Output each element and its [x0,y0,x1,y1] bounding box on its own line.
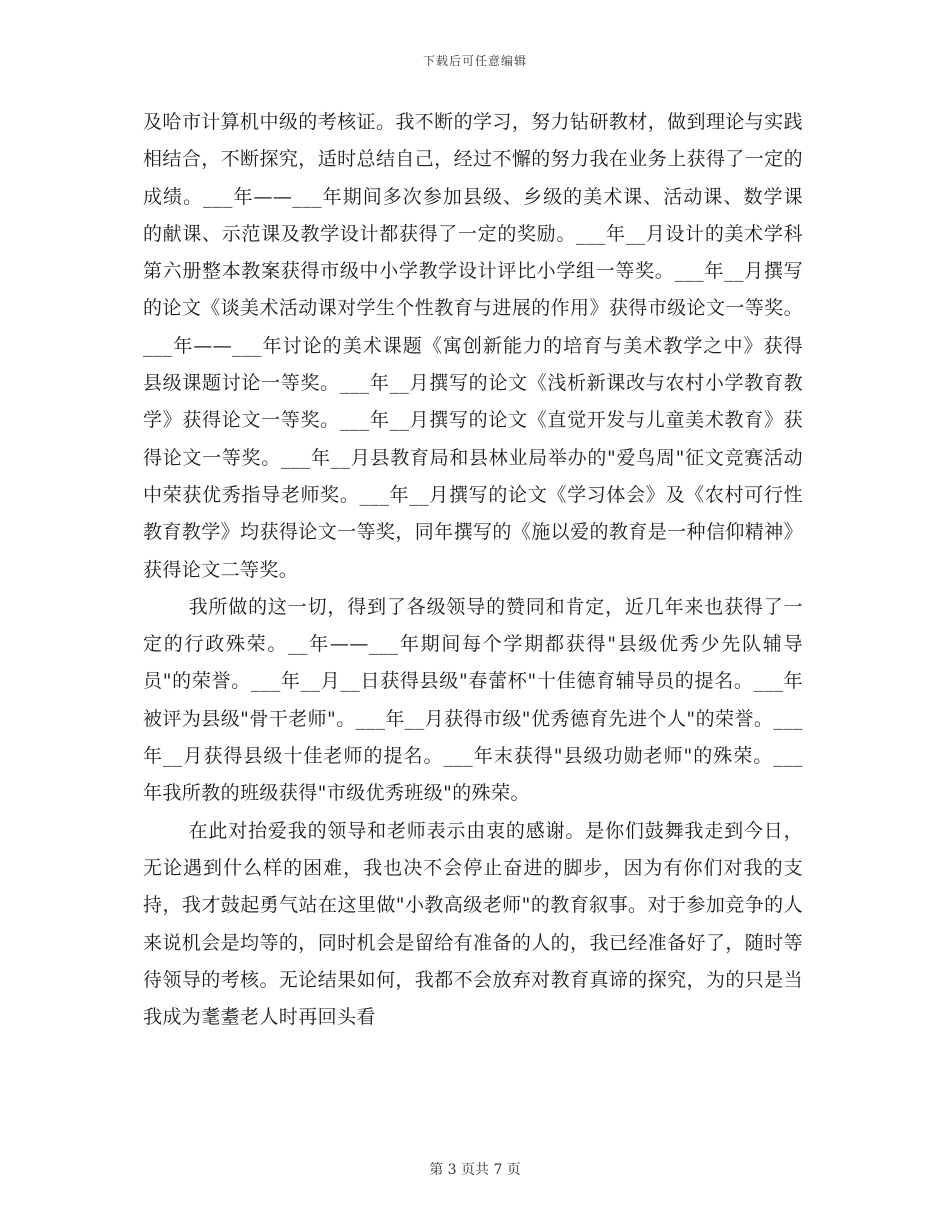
paragraph-2: 我所做的这一切，得到了各级领导的赞同和肯定，近几年来也获得了一定的行政殊荣。__年——___年期间每个学期都获得"县级优秀少先队辅导员"的荣誉。___年__月__日获得县级"春蕾杯"十佳德育辅导员的提名。___年被评为县级"骨干老师"。___年__月获得市级"优秀德育先进个人"的荣誉。___年__月获得县级十佳老师的提名。___年末获得"县级功勋老师"的殊荣。___年我所教的班级获得"市级优秀班级"的殊荣。 [143,595,803,805]
page-header: 下载后可任意编辑 [422,54,527,68]
paragraph-3: 在此对抬爱我的领导和老师表示由衷的感谢。是你们鼓舞我走到今日，无论遇到什么样的困难，我也决不会停止奋进的脚步，因为有你们对我的支持，我才鼓起勇气站在这里做"小教高级老师"的教育叙事。对于参加竞争的人来说机会是均等的，同时机会是留给有准备的人的，我已经准备好了，随时等待领导的考核。无论结果如何，我都不会放弃对教育真谛的探究，为的只是当我成为耄耋老人时再回头看 [143,819,803,1029]
page-footer: 第 3 页共 7 页 [429,1162,521,1178]
document-body [143,104,803,1036]
paragraph-1: 及哈市计算机中级的考核证。我不断的学习，努力钻研教材，做到理论与实践相结合，不断探究，适时总结自己，经过不懈的努力我在业务上获得了一定的成绩。___年——___年期间多次参加县级、乡级的美术课、活动课、数学课的献课、示范课及教学设计都获得了一定的奖励。___年__月设计的美术学科第六册整本教案获得市级中小学教学设计评比小学组一等奖。___年__月撰写的论文《谈美术活动课对学生个性教育与进展的作用》获得市级论文一等奖。___年——___年讨论的美术课题《寓创新能力的培育与美术教学之中》获得县级课题讨论一等奖。___年__月撰写的论文《浅析新课改与农村小学教育教学》获得论文一等奖。___年__月撰写的论文《直觉开发与儿童美术教育》获得论文一等奖。___年__月县教育局和县林业局举办的"爱鸟周"征文竞赛活动中荣获优秀指导老师奖。___年__月撰写的论文《学习体会》及《农村可行性教育教学》均获得论文一等奖，同年撰写的《施以爱的教育是一种信仰精神》获得论文二等奖。 [143,111,803,581]
